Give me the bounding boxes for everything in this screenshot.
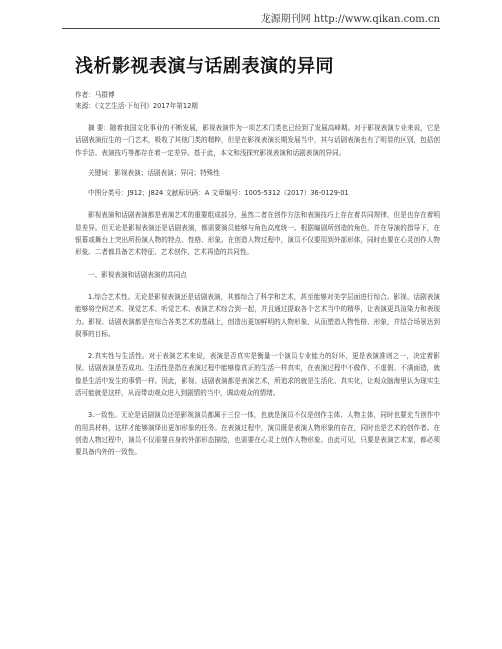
article-title: 浅析影视表演与话剧表演的异同 (75, 56, 334, 77)
point-2-paragraph: 2.真实性与生活性。对于表演艺术来说，表演是否真实是衡量一个演员专业能力的好坏，更是表演准则之一，决定着影视、话剧表演是否成功。生活性是指在表演过程中能够像真正的生活一样真实，在表演过程中不做作、不虚假、不满面造，就像是生活中发生的事情一样。因此，影视、话剧表演都是表演艺术，所追求的就是生活化、真实化，让观众脑海里认为现实生活可能就是这样，从而带动观众进入到剧情的当中，调动观众的情绪。 (75, 352, 440, 398)
article (75, 56, 440, 459)
point-3-paragraph: 3.一致性。无论是话剧演员还是影视演员都属于三位一体，也就是演员不仅是创作主体、人物主体，同时也要充当创作中的用具材料，这样才能够演绎出更加形象的任务。在表演过程中，演员既是表演人物形象的存在，同时也是艺术的创作者。在创造人物过程中，演员不仅需要自身的外部形态描绘，也需要在心灵上创作人物形象。由此可见，只要是表演艺术家，都必须要具备内外的一致性。 (75, 411, 440, 457)
keywords: 关键词：影视表演；话剧表演；异同；特殊性 (88, 168, 220, 177)
section-heading: 一、影视表演和话剧表演的共同点 (88, 270, 187, 279)
author-line: 作者：马群博 (75, 91, 115, 99)
abstract: 摘 要：随着我国文化事业的不断发展，影视表演作为一项艺术门类也已经到了发展高峰期。对于影视表演专业来说，它是话剧表演衍生的一门艺术，吸收了其他门类的精粹，但是在影视表演长期发展当中，其与话剧表演也有了明显的区别，包括创作手法、表演技巧等都存在着一定差异。基于此，本文和浅探究影视表演和话剧表演的异同。 (75, 124, 440, 157)
point-1-paragraph: 1.综合艺术性。无论是影视表演还是话剧表演，其都综合了科学和艺术，甚至能够对美学层面进行综合。影视、话剧表演能够将空间艺术、视觉艺术、听觉艺术、表演艺术综合到一起，并且通过提取各个艺术当中的精华，让表演更具渲染力和表现力。影视、话剧表演都是在综合各类艺术的基础上，创造出更加鲜明的人物形象，从而塑造人物性格、形象，并结合场景达到叙事的目标。 (75, 292, 440, 338)
header-divider (62, 28, 440, 29)
site-header: 龙源期刊网 http://www.qikan.com.cn (260, 14, 440, 25)
classification-line: 中图分类号：J912；J824 文献标识码：A 文章编号：1005-5312（2017）36-0129-01 (88, 189, 349, 198)
source-line: 来源：《文艺生活·下旬刊》2017年第12期 (75, 102, 198, 110)
intro-paragraph: 影视表演和话剧表演都是表演艺术的重要组成部分，虽然二者在创作方法和表演技巧上存在着共同规律，但是也存在着明显差异。但无论是影视表演还是话剧表演，都需要演员能够与角色高度统一。根据编剧所创造的角色，并在导演的指导下，在银幕或舞台上突出所扮演人物的特点、性格、形象。在创造人物过程中，演员不仅要用到外部形体，同时也要在心灵创作人物形象。二者都具备艺术特征、艺术创作、艺术再造的共同性。 (75, 211, 440, 257)
